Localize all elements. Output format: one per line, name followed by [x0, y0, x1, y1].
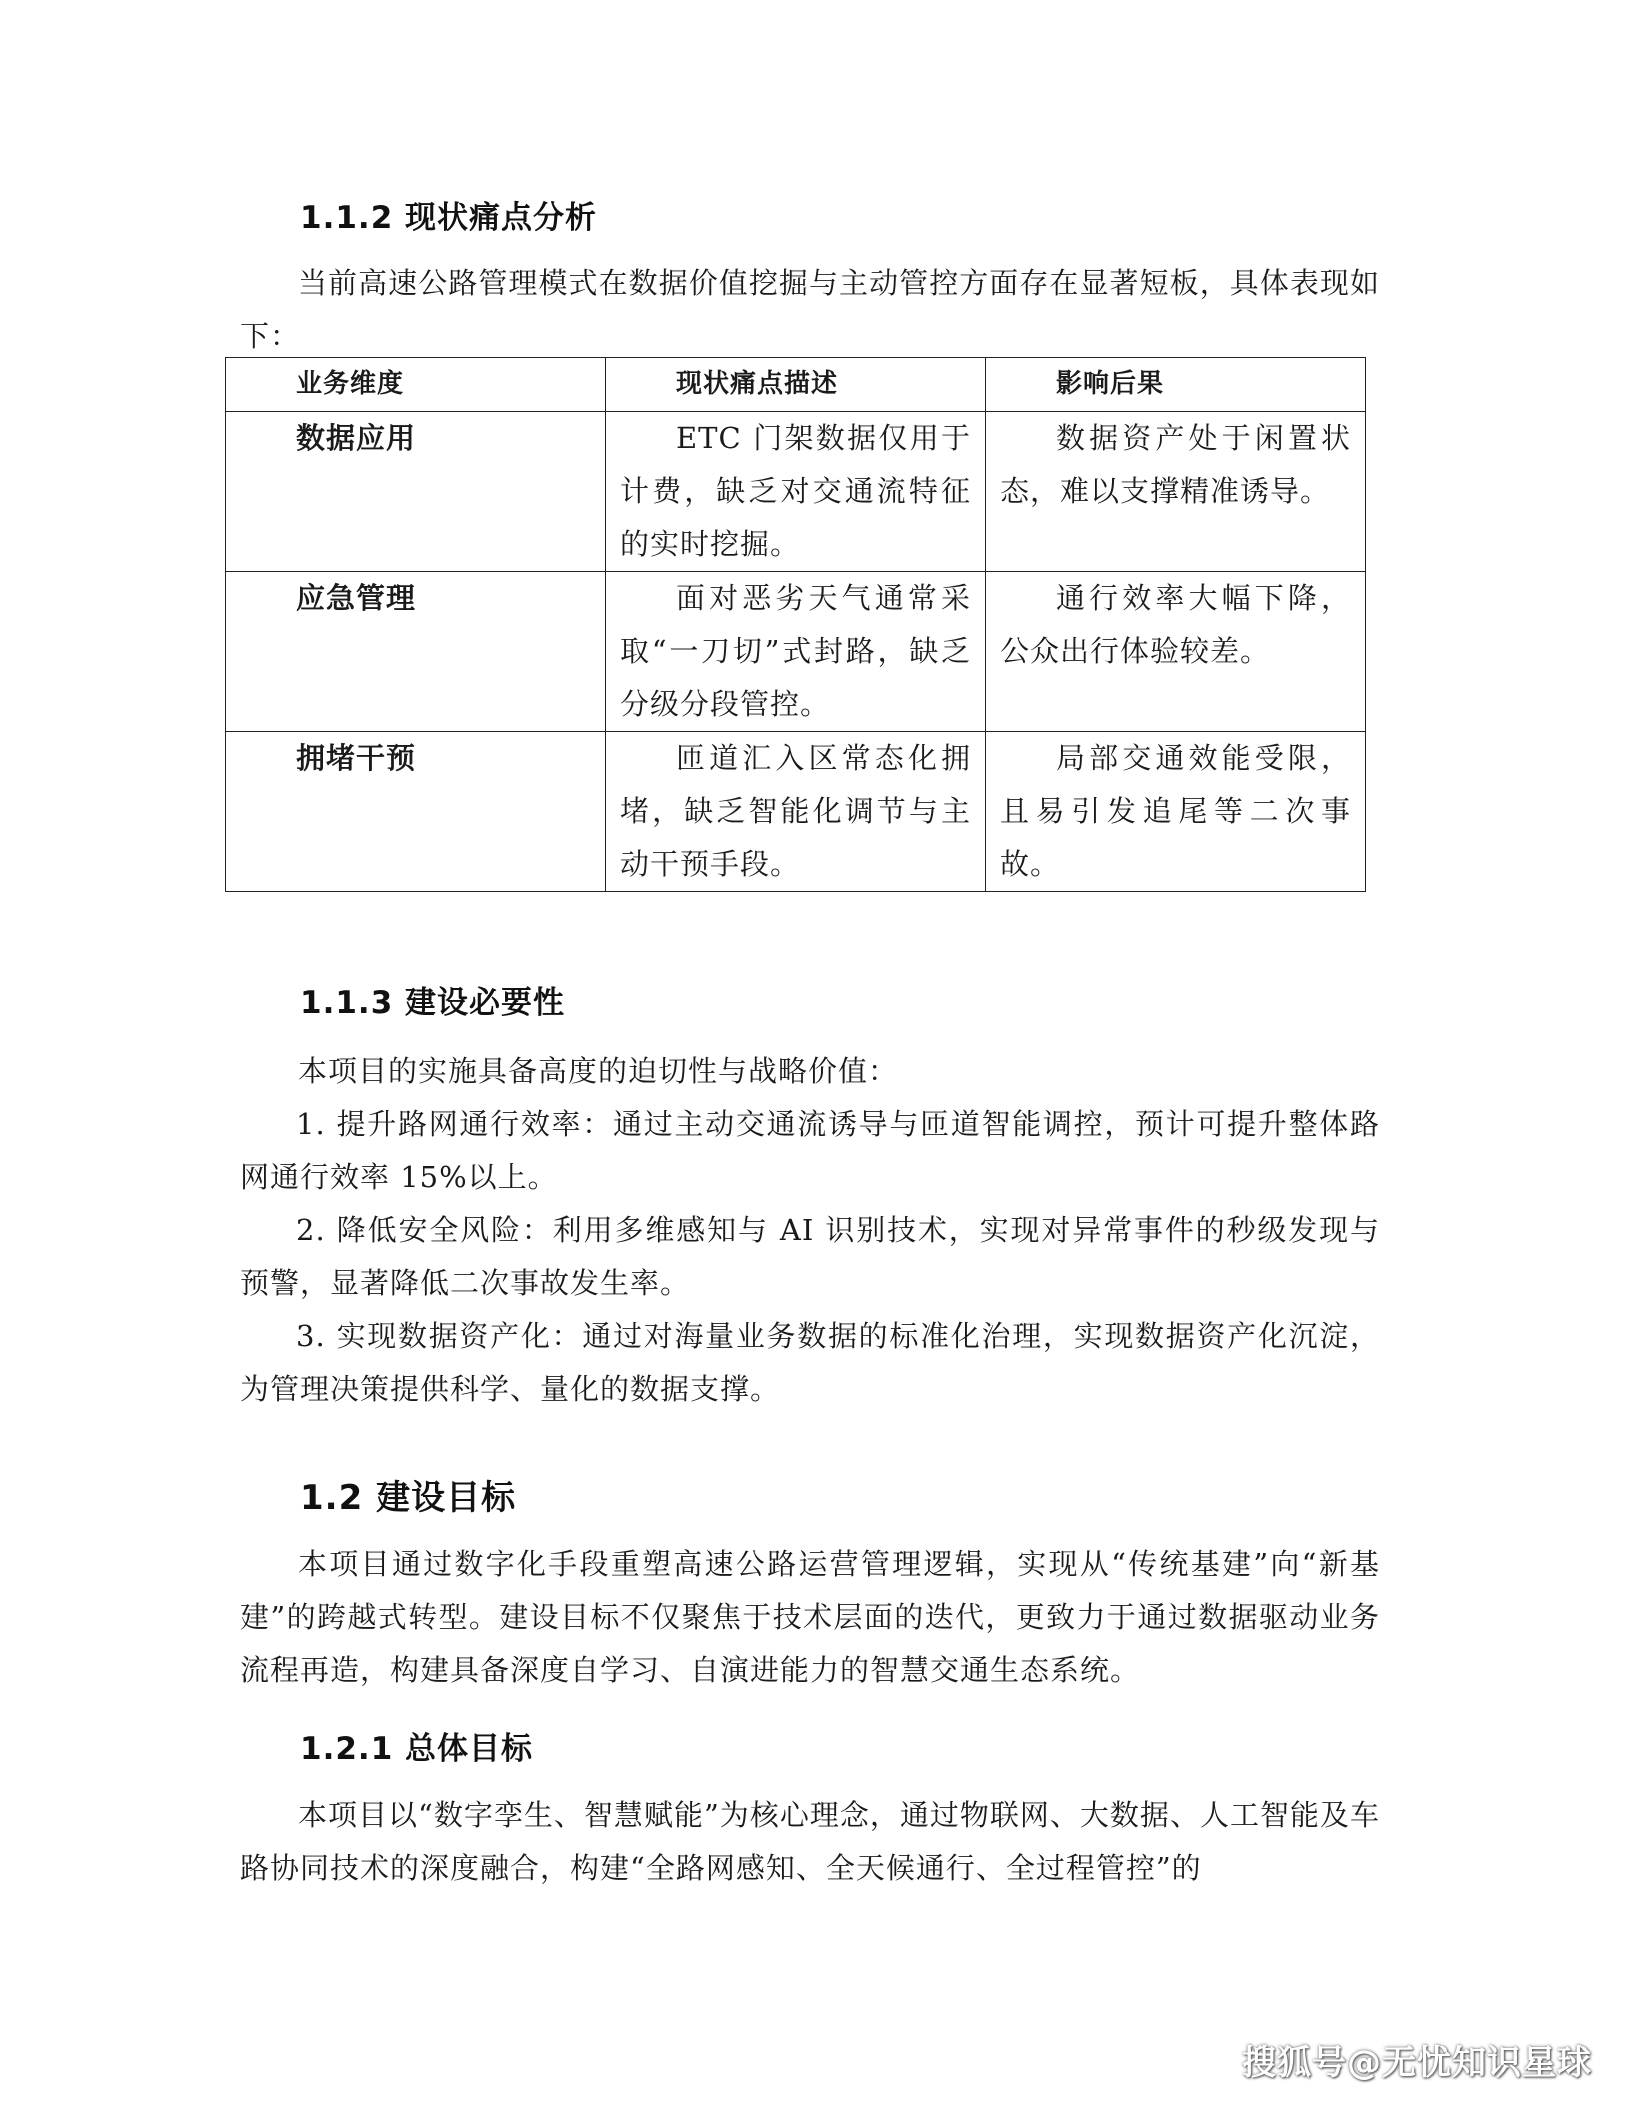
- dimension-cell: 数据应用: [226, 412, 606, 572]
- impact-cell: 数据资产处于闲置状态，难以支撑精准诱导。: [986, 412, 1366, 572]
- goal-paragraph: 本项目通过数字化手段重塑高速公路运营管理逻辑，实现从“传统基建”向“新基建”的跨越式转型。建设目标不仅聚焦于技术层面的迭代，更致力于通过数据驱动业务流程再造，构建具备深度自学习、自演进能力的智慧交通生态系统。: [240, 1547, 1380, 1687]
- description-cell: 匝道汇入区常态化拥堵，缺乏智能化调节与主动干预手段。: [606, 732, 986, 892]
- section-heading-1-1-2: 1.1.2 现状痛点分析: [300, 200, 598, 236]
- table-header-row: [226, 358, 1366, 412]
- dimension-cell: 应急管理: [226, 572, 606, 732]
- section-heading-1-2-1: 1.2.1 总体目标: [300, 1731, 534, 1767]
- section-intro-paragraph: 当前高速公路管理模式在数据价值挖掘与主动管控方面存在显著短板，具体表现如下：: [240, 266, 1380, 353]
- overall-goal-paragraph: 本项目以“数字孪生、智慧赋能”为核心理念，通过物联网、大数据、人工智能及车路协同技术的深度融合，构建“全路网感知、全天候通行、全过程管控”的: [240, 1798, 1380, 1885]
- table-header-cell: 影响后果: [986, 358, 1366, 412]
- table-row: [226, 732, 1366, 892]
- section-heading-1-2: 1.2 建设目标: [300, 1478, 517, 1518]
- dimension-cell: 拥堵干预: [226, 732, 606, 892]
- pain-points-table: [225, 357, 1366, 892]
- description-cell: ETC 门架数据仅用于计费，缺乏对交通流特征的实时挖掘。: [606, 412, 986, 572]
- impact-cell: 局部交通效能受限，且易引发追尾等二次事故。: [986, 732, 1366, 892]
- necessity-item: 2. 降低安全风险：利用多维感知与 AI 识别技术，实现对异常事件的秒级发现与预警，显著降低二次事故发生率。: [240, 1213, 1380, 1300]
- table-row: [226, 572, 1366, 732]
- section-heading-1-1-3: 1.1.3 建设必要性: [300, 985, 566, 1021]
- table-header-cell: 现状痛点描述: [606, 358, 986, 412]
- necessity-intro: 本项目的实施具备高度的迫切性与战略价值：: [298, 1054, 899, 1088]
- table-header-cell: 业务维度: [226, 358, 606, 412]
- watermark: 搜狐号@无忧知识星球: [1242, 2043, 1592, 2083]
- necessity-item: 1. 提升路网通行效率：通过主动交通流诱导与匝道智能调控，预计可提升整体路网通行效率 15%以上。: [240, 1107, 1380, 1194]
- description-cell: 面对恶劣天气通常采取“一刀切”式封路，缺乏分级分段管控。: [606, 572, 986, 732]
- table-row: [226, 412, 1366, 572]
- necessity-item: 3. 实现数据资产化：通过对海量业务数据的标准化治理，实现数据资产化沉淀，为管理决策提供科学、量化的数据支撑。: [240, 1319, 1380, 1406]
- impact-cell: 通行效率大幅下降，公众出行体验较差。: [986, 572, 1366, 732]
